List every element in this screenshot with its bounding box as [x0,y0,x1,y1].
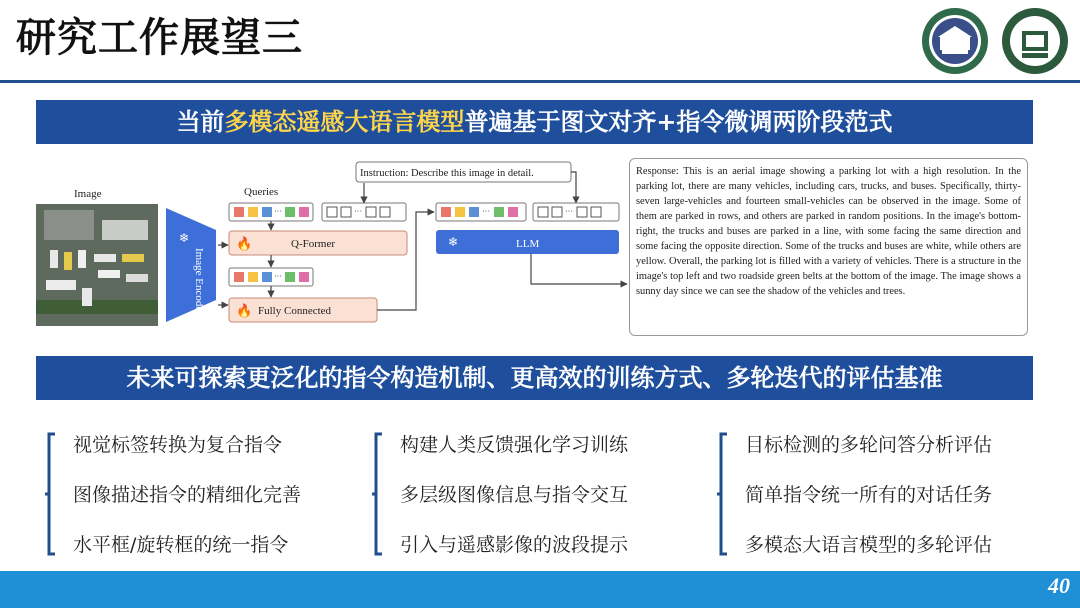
llm-label: LLM [516,238,540,250]
title-divider [0,80,1080,83]
fire-icon: 🔥 [236,303,253,318]
future-item: 多层级图像信息与指令交互 [400,484,629,506]
svg-text:···: ··· [274,207,282,216]
page-number: 40 [1048,573,1070,598]
lab-logo [1000,6,1070,76]
qformer-label: Q-Former [291,238,335,250]
snowflake-icon: ❄ [179,231,190,245]
banner-current-paradigm [36,100,1033,144]
svg-text:···: ··· [354,207,362,216]
instruction-text: Instruction: Describe this image in detail. [360,168,534,179]
svg-text:···: ··· [482,207,490,216]
future-item: 图像描述指令的精细化完善 [73,484,302,506]
banner-suffix: 普遍基于图文对齐+指令微调两阶段范式 [464,108,893,136]
future-item: 引入与遥感影像的波段提示 [400,534,629,556]
queries-label: Queries [244,186,279,198]
future-item: 简单指令统一所有的对话任务 [745,484,993,506]
banner-future-work: 未来可探索更泛化的指令构造机制、更高效的训练方式、多轮迭代的评估基准 [36,356,1033,400]
query-tokens-colored [229,203,313,221]
qformer-output-tokens [229,268,313,286]
llm-input-tokens-empty [533,203,619,221]
aerial-image [36,204,158,326]
bracket-icon [372,432,384,556]
banner-prefix: 当前 [176,108,225,136]
snowflake-icon: ❄ [448,235,459,249]
image-encoder-block [166,208,216,322]
future-item: 多模态大语言模型的多轮评估 [745,534,993,556]
future-item: 视觉标签转换为复合指令 [73,434,283,456]
fully-connected-label: Fully Connected [258,305,332,317]
svg-text:···: ··· [274,272,282,281]
future-item: 目标检测的多轮问答分析评估 [745,434,993,456]
future-item: 水平框/旋转框的统一指令 [73,534,289,556]
query-tokens-empty [322,203,406,221]
bracket-icon [717,432,729,556]
university-logo [920,6,990,76]
bracket-icon [45,432,57,556]
image-encoder-label: Image Encoder [193,248,205,315]
banner-highlight: 多模态遥感大语言模型 [224,108,465,136]
footer-bar [0,571,1080,608]
future-item: 构建人类反馈强化学习训练 [400,434,629,456]
svg-text:···: ··· [565,207,573,216]
response-text-box: Response: This is an aerial image showing a parking lot with a high resolution. In the parking lot, there are many vehicles, including cars, trucks, and buses. Specifically, thirty-seven large-vehicles and fourteen small-vehicles can be observed in the image. Some of them are parked in rows, and others are parked in random positions. In the image's bottom-right, the trucks and buses are parked in a line, with some facing the same direction and some facing the opposite direction. Some of the trucks and buses are white, while others are yellow. Overall, the parking lot is filled with a variety of vehicles. There is a structure in the image's top left and two roadside green belts at the bottom of the image. The image shows a sunny day since we can see the shadow of the vehicles and trees. [629,158,1028,336]
image-label: Image [74,188,102,200]
fire-icon: 🔥 [236,236,253,251]
page-title: 研究工作展望三 [16,15,303,61]
llm-input-tokens-colored [436,203,526,221]
